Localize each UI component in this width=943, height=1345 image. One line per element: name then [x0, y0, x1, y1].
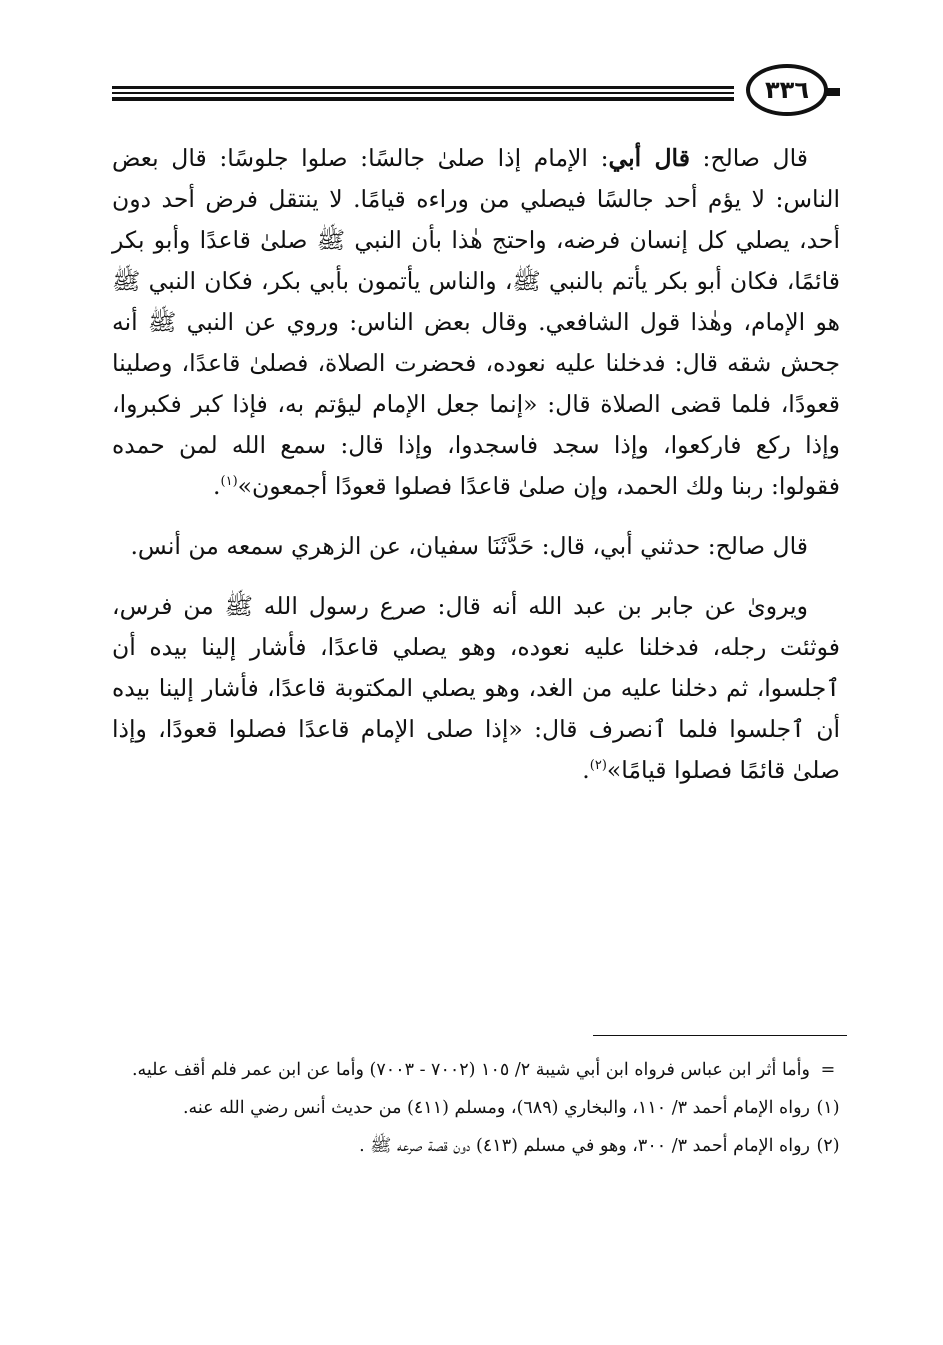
footnote-ref-2[interactable]: (٢): [589, 758, 607, 774]
paragraph-bold-phrase: قال أبي: [608, 144, 690, 172]
page-number: [746, 64, 828, 116]
paragraph-end: .: [213, 472, 221, 500]
footnote-text: وأما أثر ابن عباس فرواه ابن أبي شيبة ٢/ ١٠٥ (٧٠٠٢ - ٧٠٠٣) وأما عن ابن عمر فلم أقف عليه.: [131, 1060, 810, 1080]
footnote-2: [112, 1130, 846, 1162]
footnote-ref-1[interactable]: (١): [220, 474, 238, 490]
paragraph-text: ويروىٰ عن جابر بن عبد الله أنه قال: صرع رسول الله ﷺ من فرس، فوثئت رجله، فدخلنا عليه نعوده، وهو يصلي قاعدًا، فأشار إلينا بيده أن ٱجلسوا، ثم دخلنا عليه من الغد، وهو يصلي المكتوبة قاعدًا، فأشار إلينا بيده أن ٱجلسوا فلما ٱنصرف قال: «إذا صلى الإمام قاعدًا فصلوا قعودًا، وإذا صلىٰ قائمًا فصلوا قيامًا»: [112, 592, 840, 784]
paragraph-end: .: [582, 756, 590, 784]
main-text: [112, 138, 840, 791]
page-header: [112, 62, 840, 122]
footnote-marker: (٢): [816, 1136, 840, 1156]
page-number-label: ٣٣٦: [765, 76, 809, 104]
paragraph-1: [112, 138, 840, 507]
header-rule: [112, 86, 734, 89]
footnote-text: رواه الإمام أحمد ٣/ ٣٠٠، وهو في مسلم (٤١٣) دون قصة صرعه ﷺ .: [359, 1136, 810, 1156]
footnote-marker: (١): [816, 1098, 840, 1118]
footnote-separator: [593, 1035, 847, 1036]
paragraph-2: قال صالح: حدثني أبي، قال: حَدَّثَنَا سفيان، عن الزهري سمعه من أنس.: [130, 532, 808, 560]
paragraph-3: [112, 586, 840, 791]
footnote-1: [112, 1092, 846, 1124]
header-rule: [112, 97, 734, 101]
footnote-marker: =: [820, 1060, 836, 1080]
footnote-text: رواه الإمام أحمد ٣/ ١١٠، والبخاري (٦٨٩)، ومسلم (٤١١) من حديث أنس رضي الله عنه.: [182, 1098, 810, 1118]
paragraph-lead: قال صالح:: [689, 144, 808, 172]
paragraph-text: : الإمام إذا صلىٰ جالسًا: صلوا جلوسًا: قال بعض الناس: لا يؤم أحد جالسًا فيصلي من وراءه قيامًا. لا ينتقل فرض أحد دون أحد، يصلي كل إنسان فرضه، واحتج هٰذا بأن النبي ﷺ صلىٰ قاعدًا وأبو بكر قائمًا، فكان أبو بكر يأتم بالنبي ﷺ، والناس يأتمون بأبي بكر، فكان النبي ﷺ هو الإمام، وهٰذا قول الشافعي. وقال بعض الناس: وروي عن النبي ﷺ أنه جحش شقه قال: فدخلنا عليه نعوده، فحضرت الصلاة، فصلىٰ قاعدًا، وصلينا قعودًا، فلما قضى الصلاة قال: «إنما جعل الإمام ليؤتم به، فإذا كبر فكبروا، وإذا ركع فاركعوا، وإذا سجد فاسجدوا، وإذا قال: سمع الله لمن حمده فقولوا: ربنا ولك الحمد، وإن صلىٰ قاعدًا فصلوا قعودًا أجمعون»: [112, 144, 840, 500]
header-rule: [112, 92, 734, 94]
footnote-continued: [112, 1054, 846, 1086]
footnotes: [112, 1054, 846, 1168]
header-ornament: [826, 88, 840, 96]
